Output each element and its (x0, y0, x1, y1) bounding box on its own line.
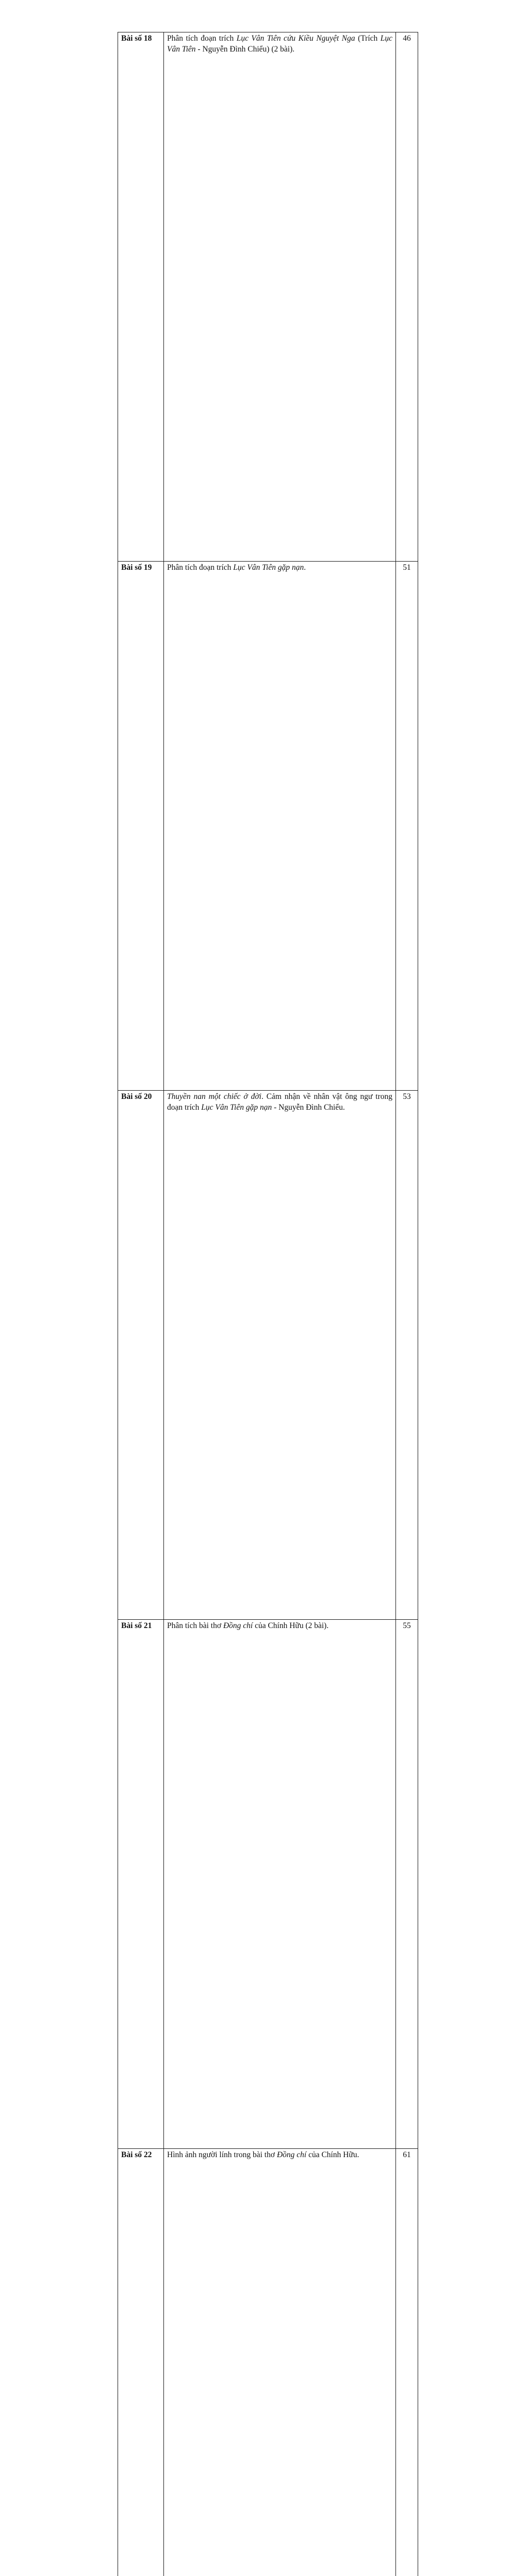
lesson-number: Bài số 22 (118, 2149, 164, 2576)
page-number: 55 (396, 1620, 418, 2149)
lesson-number: Bài số 19 (118, 562, 164, 1091)
lesson-title: Thuyền nan một chiếc ở đời. Cảm nhận về nhân vật ông ngư trong đoạn trích Lục Vân Tiên gặp nạn - Nguyễn Đình Chiểu. (164, 1091, 396, 1620)
lesson-title: Phân tích bài thơ Đồng chí của Chính Hữu (2 bài). (164, 1620, 396, 2149)
lesson-number: Bài số 18 (118, 32, 164, 562)
table-row (118, 1620, 418, 2149)
page-number: 51 (396, 562, 418, 1091)
page-number: 61 (396, 2149, 418, 2576)
lesson-title: Phân tích đoạn trích Lục Vân Tiên cứu Kiều Nguyệt Nga (Trích Lục Vân Tiên - Nguyễn Đình Chiểu) (2 bài). (164, 32, 396, 562)
page-number: 53 (396, 1091, 418, 1620)
table-row (118, 1091, 418, 1620)
lesson-number: Bài số 21 (118, 1620, 164, 2149)
table-of-contents (118, 32, 418, 2576)
document-page (0, 0, 528, 528)
lesson-number: Bài số 20 (118, 1091, 164, 1620)
table-row (118, 2149, 418, 2576)
lesson-title: Phân tích đoạn trích Lục Vân Tiên gặp nạn. (164, 562, 396, 1091)
lesson-title: Hình ảnh người lính trong bài thơ Đồng chí của Chính Hữu. (164, 2149, 396, 2576)
table-row (118, 562, 418, 1091)
toc-body (118, 32, 418, 2576)
page-number: 46 (396, 32, 418, 562)
table-row (118, 32, 418, 562)
